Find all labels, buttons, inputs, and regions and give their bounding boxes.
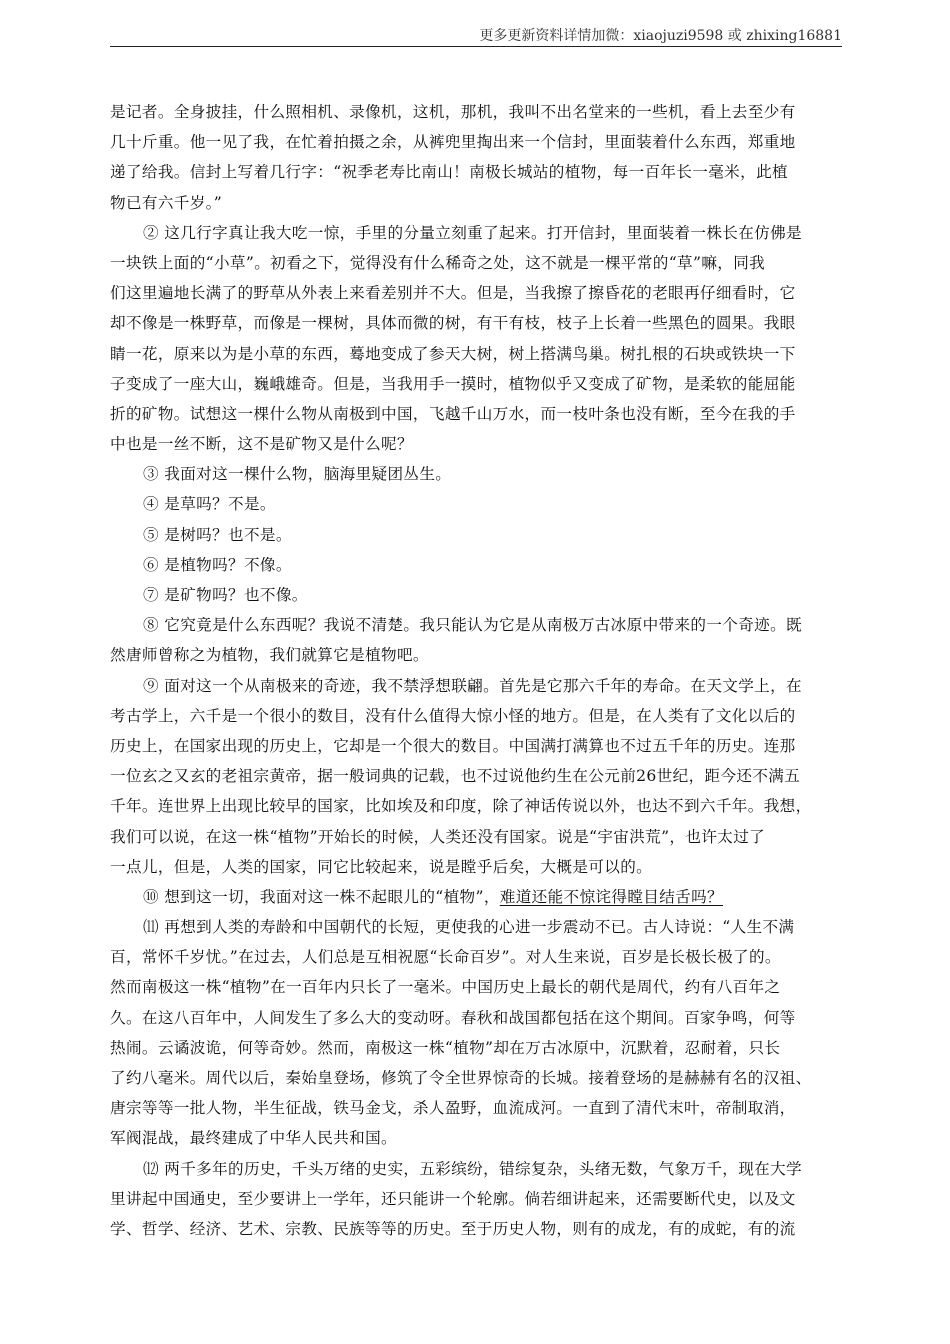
text-line (110, 580, 842, 610)
text-line-content: ⑩ 想到这一切，我面对这一株不起眼儿的“植物”， (143, 887, 500, 906)
text-line (110, 339, 842, 369)
document-body (110, 97, 842, 1244)
text-line (110, 791, 842, 821)
text-line-content: 们这里遍地长满了的野草从外表上来看差别并不大。但是，当我擦了擦昏花的老眼再仔细看时，它 (110, 284, 796, 303)
text-line-content: 千年。连世界上出现比较早的国家，比如埃及和印度，除了神话传说以外，也达不到六千年。我想， (110, 797, 812, 816)
text-line-content: ⑥ 是植物吗？不像。 (143, 555, 292, 574)
text-line (110, 942, 842, 972)
underlined-question: 难道还能不惊诧得瞠目结舌吗？ (499, 887, 723, 906)
text-line (110, 1154, 842, 1184)
text-line-content: 折的矿物。试想这一棵什么物从南极到中国，飞越千山万水，而一枝叶条也没有断，至今在我的手 (110, 404, 796, 423)
text-line (110, 489, 842, 519)
text-line-content: 睛一花，原来以为是小草的东西，蓦地变成了参天大树，树上搭满鸟巢。树扎根的石块或铁块一下 (110, 344, 796, 363)
text-line-content: ③ 我面对这一棵什么物，脑海里疑团丛生。 (143, 465, 452, 484)
text-line (110, 157, 842, 187)
text-line (110, 1123, 842, 1153)
text-line-content: 考古学上，六千是一个很小的数目，没有什么值得大惊小怪的地方。但是，在人类有了文化以后的 (110, 706, 796, 725)
text-line (110, 550, 842, 580)
text-line-content: ⑨ 面对这一个从南极来的奇迹，我不禁浮想联翩。首先是它那六千年的寿命。在天文学上，在 (143, 676, 803, 695)
text-line (110, 1033, 842, 1063)
text-line (110, 701, 842, 731)
text-line-content: 中也是一丝不断，这不是矿物又是什么呢？ (110, 435, 413, 454)
text-line-content: 军阀混战，最终建成了中华人民共和国。 (110, 1129, 397, 1148)
text-line (110, 1214, 842, 1244)
text-line-content: ⑾ 再想到人类的寿龄和中国朝代的长短，更使我的心进一步震动不已。古人诗说：“人生不满 (143, 918, 795, 937)
text-line-content: 学、哲学、经济、艺术、宗教、民族等等的历史。至于历史人物，则有的成龙，有的成蛇，有的流 (110, 1219, 796, 1238)
text-line-content: 递了给我。信封上写着几行字：“祝季老寿比南山！南极长城站的植物，每一百年长一毫米，此植 (110, 163, 788, 182)
text-line-content: 是记者。全身披挂，什么照相机、录像机，这机，那机，我叫不出名堂来的一些机，看上去至少有 (110, 103, 796, 121)
text-line-content: 唐宗等等一批人物，半生征战，铁马金戈，杀人盈野，血流成河。一直到了清代末叶，帝制取消， (110, 1099, 796, 1118)
text-line-content: ⑧ 它究竟是什么东西呢？我说不清楚。我只能认为它是从南极万古冰原中带来的一个奇迹。既 (143, 616, 803, 635)
text-line (110, 761, 842, 791)
text-line (110, 369, 842, 399)
text-line-content: 然唐师曾称之为植物，我们就算它是植物吧。 (110, 646, 429, 665)
text-line (110, 731, 842, 761)
text-line (110, 882, 842, 912)
text-line (110, 248, 842, 278)
text-line (110, 822, 842, 852)
text-line (110, 1093, 842, 1123)
text-line-content: ④ 是草吗？不是。 (143, 495, 276, 514)
text-line (110, 399, 842, 429)
text-line-content: 子变成了一座大山，巍峨雄奇。但是，当我用手一摸时，植物似乎又变成了矿物，是柔软的能屈能 (110, 374, 796, 393)
text-line (110, 520, 842, 550)
text-line-content: 一块铁上面的“小草”。初看之下，觉得没有什么稀奇之处，这不就是一棵平常的“草”嘛，同我 (110, 253, 766, 272)
header-contact-text: 更多更新资料详情加微：xiaojuzi9598 或 zhixing16881 (479, 28, 842, 44)
text-line-content: 久。在这八百年中，人间发生了多么大的变动呀。春秋和战国都包括在这个期间。百家争鸣，何等 (110, 1008, 796, 1027)
text-line-content: 几十斤重。他一见了我，在忙着拍摄之余，从裤兜里掏出来一个信封，里面装着什么东西，郑重地 (110, 133, 796, 152)
text-line-content: 物已有六千岁。” (110, 193, 223, 212)
text-line (110, 127, 842, 157)
text-line-content: 了约八毫米。周代以后，秦始皇登场，修筑了令全世界惊奇的长城。接着登场的是赫赫有名的汉祖、 (110, 1069, 812, 1087)
text-line-content: 我们可以说，在这一株“植物”开始长的时候，人类还没有国家。说是“宇宙洪荒”，也许太过了 (110, 827, 766, 846)
text-line (110, 188, 842, 218)
text-line-content: ② 这几行字真让我大吃一惊，手里的分量立刻重了起来。打开信封，里面装着一株长在仿佛是 (143, 223, 803, 242)
text-line (110, 218, 842, 248)
text-line-content: 里讲起中国通史，至少要讲上一学年，还只能讲一个轮廓。倘若细讲起来，还需要断代史，以及文 (110, 1189, 796, 1208)
text-line (110, 1003, 842, 1033)
text-line (110, 459, 842, 489)
text-line (110, 640, 842, 670)
page-header (110, 22, 842, 47)
text-line (110, 912, 842, 942)
text-line (110, 972, 842, 1002)
text-line (110, 671, 842, 701)
text-line-content: 然而南极这一株“植物”在一百年内只长了一毫米。中国历史上最长的朝代是周代，约有八百年之 (110, 978, 781, 997)
text-line (110, 429, 842, 459)
text-line-content: 一点儿，但是，人类的国家，同它比较起来，说是瞠乎后矣，大概是可以的。 (110, 857, 653, 876)
text-line (110, 1184, 842, 1214)
text-line-content: ⑦ 是矿物吗？也不像。 (143, 586, 308, 604)
text-line (110, 97, 842, 127)
text-line (110, 1063, 842, 1093)
text-line (110, 610, 842, 640)
text-line (110, 308, 842, 338)
text-line-content: 百，常怀千岁忧。”在过去，人们总是互相祝愿“长命百岁”。对人生来说，百岁是长极长极了的。 (110, 948, 781, 967)
text-line-content: 一位玄之又玄的老祖宗黄帝，据一般词典的记载，也不过说他约生在公元前26世纪，距今还不满五 (110, 767, 801, 786)
text-line (110, 278, 842, 308)
text-line-content: 热闹。云谲波诡，何等奇妙。然而，南极这一株“植物”却在万古冰原中，沉默着，忍耐着，只长 (110, 1038, 781, 1057)
text-line-content: 历史上，在国家出现的历史上，它却是一个很大的数目。中国满打满算也不过五千年的历史。连那 (110, 736, 796, 755)
text-line-content: ⑿ 两千多年的历史，千头万绪的史实，五彩缤纷，错综复杂，头绪无数，气象万千，现在大学 (143, 1159, 803, 1178)
text-line-content: 却不像是一株野草，而像是一棵树，具体而微的树，有干有枝，枝子上长着一些黑色的圆果。我眼 (110, 314, 796, 333)
text-line (110, 852, 842, 882)
text-line-content: ⑤ 是树吗？也不是。 (143, 525, 292, 544)
